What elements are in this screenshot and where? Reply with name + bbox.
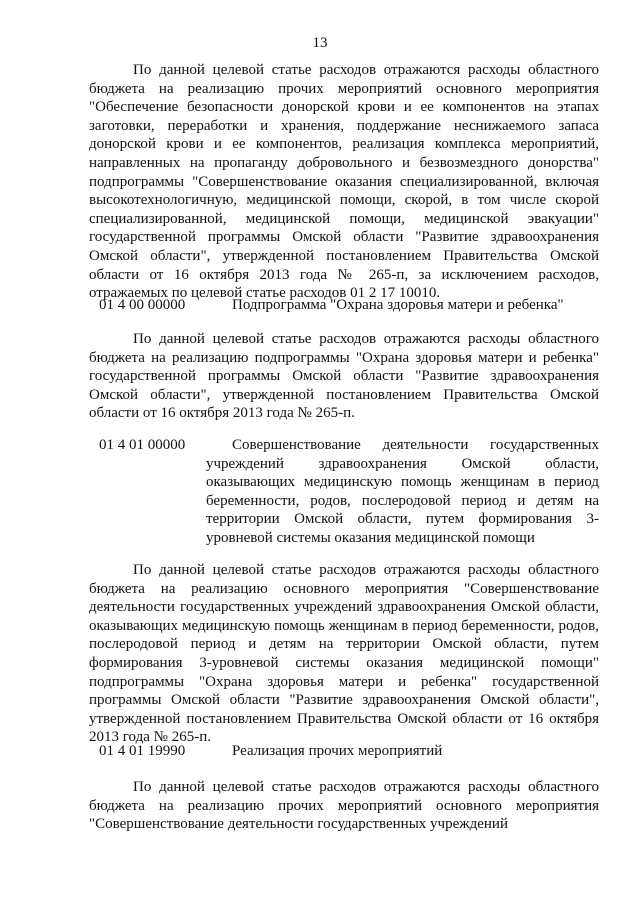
budget-code-title: Подпрограмма "Охрана здоровья матери и ребенка" — [232, 297, 564, 313]
budget-code-title: Совершенствование деятельности государственных учреждений здравоохранения Омской области, оказывающих медицинскую помощь женщинам в период беременности, родов, послеродовой период и детям на территории Омской области, путем формирования 3-уровневой системы оказания медицинской помощи — [206, 437, 599, 546]
budget-code: 01 4 01 19990 — [99, 743, 186, 759]
paragraph-1: По данной целевой статье расходов отражаются расходы областного бюджета на реализацию прочих мероприятий основного мероприятия "Обеспечение безопасности донорской крови и ее компонентов на этапах заготовки, переработки и хранения, поддержание неснижаемого запаса донорской крови и ее компонентов, реализация комплекса мероприятий, направленных на пропаганду добровольного и безвозмездного донорства" подпрограммы "Совершенствование оказания специализированной, включая высокотехнологичную, медицинской помощи, скорой, в том числе скорой специализированной, медицинской помощи, медицинской эвакуации" государственной программы Омской области "Развитие здравоохранения Омской области", утвержденной постановлением Правительства Омской области от 16 октября 2013 года № 265-п, за исключением расходов, отражаемых по целевой статье расходов 01 2 17 10010. — [89, 62, 599, 302]
paragraph-2: По данной целевой статье расходов отражаются расходы областного бюджета на реализацию подпрограммы "Охрана здоровья матери и ребенка" государственной программы Омской области "Развитие здравоохранения Омской области", утвержденной постановлением Правительства Омской области от 16 октября 2013 года № 265-п. — [89, 331, 599, 422]
budget-code: 01 4 01 00000 — [99, 437, 186, 453]
budget-code: 01 4 00 00000 — [99, 297, 186, 313]
paragraph-4: По данной целевой статье расходов отражаются расходы областного бюджета на реализацию прочих мероприятий основного мероприятия "Совершенствование деятельности государственных учреждений — [89, 779, 599, 833]
paragraph-3: По данной целевой статье расходов отражаются расходы областного бюджета на реализацию основного мероприятия "Совершенствование деятельности государственных учреждений здравоохранения Омской области, оказывающих медицинскую помощь женщинам в период беременности, родов, послеродовой период и детям на территории Омской области, путем формирования 3-уровневой системы оказания медицинской помощи" подпрограммы "Охрана здоровья матери и ребенка" государственной программы Омской области "Развитие здравоохранения Омской области", утвержденной постановлением Правительства Омской области от 16 октября 2013 года № 265-п. — [89, 562, 599, 746]
page-number: 13 — [312, 35, 328, 51]
budget-code-title: Реализация прочих мероприятий — [232, 743, 443, 759]
